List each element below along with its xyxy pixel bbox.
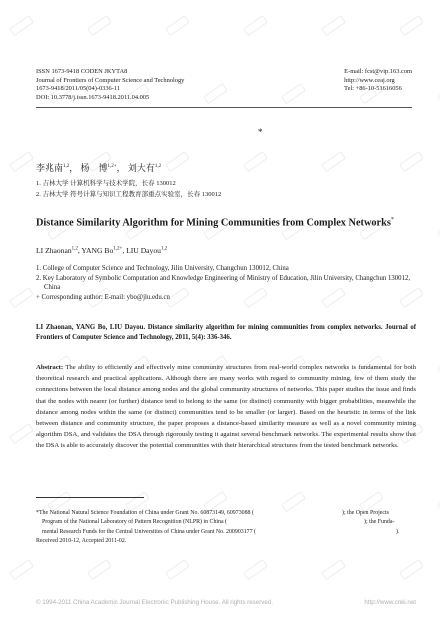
doi-line: DOI: 10.3778/j.issn.1673-9418.2011.04.005 [36,93,150,101]
cn-author-2: 杨 博 [80,163,108,173]
abstract-label: Abstract: [36,364,64,371]
author-3: LIU Dayou [126,246,161,255]
cn-affiliation-1: 1. 吉林大学 计算机科学与技术学院，长春 130012 [36,180,176,187]
watermark-mark [320,14,347,38]
received-date: Received 2010-12, Accepted 2011-02. [36,538,127,545]
watermark-mark [242,14,269,38]
header-divider [36,107,412,108]
affiliation-2: 2. Key Laboratory of Symbolic Computation and Knowledge Engineering of Ministry of Education, Jilin University, Changchun 130012, China [36,274,411,292]
watermark-mark [86,558,113,582]
watermark-mark [164,150,191,174]
watermark-mark [436,354,440,378]
title-star-mark: * [258,127,263,137]
watermark-mark [320,150,347,174]
journal-contact-info [344,68,412,94]
watermark-mark [436,218,440,242]
watermark-mark [398,14,425,38]
affiliation-1: 1. College of Computer Science and Technology, Jilin University, Changchun 130012, China [36,265,289,272]
watermark-mark [8,558,35,582]
watermark-mark [8,150,35,174]
citation: LI Zhaonan, YANG Bo, LIU Dayou. Distance similarity algorithm for mining communities from complex networks. Journal of Frontiers of Computer Science and Technology, 2011, 5(4): 336-346. [36,324,416,341]
watermark-mark [164,14,191,38]
cn-author-1: 李兆南 [36,163,64,173]
issn-line: ISSN 1673-9418 CODEN JKYTA8 [36,68,128,75]
website-line: http://www.ceaj.org [344,76,395,84]
watermark-mark [436,490,440,514]
cn-author-3: 刘大有 [127,163,155,173]
watermark-mark [8,14,35,38]
author-1: LI Zhaonan [36,246,72,255]
english-authors: LI Zhaonan$^{1,2}$, YANG $Bo^{1,2+}$, LIU Dayou$^{1,2}$ [36,246,168,255]
corresponding-author: + Corresponding author: E-mail: ybo@jlu.edu.cn [36,293,170,301]
watermark-mark [242,150,269,174]
author-2: YANG Bo [81,246,114,255]
cn-affiliation-2: 2. 吉林大学 符号计算与知识工程教育部重点实验室，长春 130012 [36,191,222,198]
volume-line: 1673-9418/2011/05(04)-0336-11 [36,85,121,93]
funding-footnote: *The National Natural Science Foundation of China under Grant No. 60873149, 60973088 ( ); the Open Projects Program of the National Laboratory of Pattern Recognition (NLPR) in China ( ); the Funda- mental Research Funds for the Central Universities of China under Grant No. 200903177 ( ). Received 2010-12, Accepted 2011-02. [36,509,416,547]
english-affiliations [36,264,416,302]
watermark-mark [202,82,229,106]
tel-line: Tel: +86-10-51616056 [344,85,402,93]
watermark-mark [242,558,269,582]
chinese-authors: 李兆南$^{1,2}$， 杨 博$^{1,2+}$， 刘大有$^{1,2}$ [36,163,162,173]
watermark-mark [164,558,191,582]
journal-header-info [36,68,184,102]
cnki-link[interactable]: http://www.cnki.net [364,599,416,606]
footnote-divider [36,497,144,498]
copyright-text: © 1994-2011 China Academic Journal Electronic Publishing House. All rights reserved. [36,599,273,606]
paper-title: Distance Similarity Algorithm for Mining Communities from Complex Networks* [36,217,394,229]
watermark-mark [398,150,425,174]
watermark-mark [8,286,35,310]
watermark-mark [436,82,440,106]
watermark-mark [320,558,347,582]
copyright-footer [36,599,416,606]
watermark-mark [8,422,35,446]
journal-name-line: Journal of Frontiers of Computer Science and Technology [36,76,185,84]
email-line: E-mail: fcst@vip.163.com [344,68,412,75]
watermark-mark [398,558,425,582]
watermark-mark [280,82,307,106]
abstract-text: The ability to efficiently and effectively mine community structures from real-world complex networks is fundamental for both theoretical research and practical applications. Although there are many works with regard to community mining, few of them study the connections between the local distance among nodes and the global community structures of networks. This paper studies the issue and finds that the nodes with nearer (or further) distance tend to belong to the same (or distinct) community with bigger probabilities, meanwhile the distance among nodes within the same (or distinct) communities tend to be smaller (or larger). Based on the heuristic in terms of the link between distance and community structure, the paper proposes a distance-based similarity measure as well as a novel community mining algorithm DSA, and validates the DSA through rigorously testing it against several benchmark networks. The experimental results show that the DSA is able to accurately discover the potential communities with their hierarchical structures from the tested benchmark networks. [36,364,416,450]
chinese-affiliations [36,178,221,200]
abstract [36,362,416,452]
watermark-mark [86,14,113,38]
